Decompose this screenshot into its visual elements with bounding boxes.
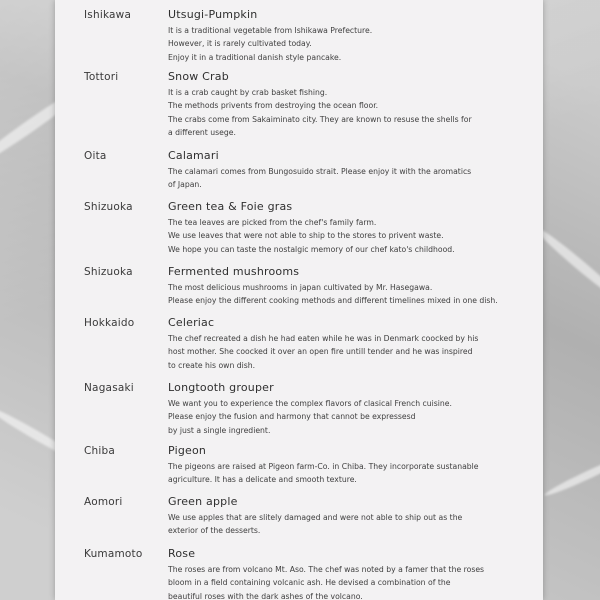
description-line: Enjoy it in a traditional danish style pancake. — [168, 52, 342, 62]
description-line: by just a single ingredient. — [168, 425, 271, 435]
description-line: It is a crab caught by crab basket fishing. — [168, 88, 328, 97]
description-line: The crabs come from Sakaiminato city. They are known to resuse the shells for — [168, 114, 472, 124]
region-label: Oita — [84, 150, 107, 162]
description-line: The tea leaves are picked from the chef's family farm. — [168, 218, 377, 227]
dish-name: Green tea & Foie gras — [168, 200, 293, 213]
dish-name: Calamari — [168, 149, 219, 162]
dish-name: Rose — [168, 547, 196, 560]
description-line: We use apples that are slitely damaged and were not able to ship out as the — [168, 513, 463, 522]
dish-name: Pigeon — [168, 444, 207, 457]
description-line: However, it is rarely cultivated today. — [168, 39, 312, 49]
description-line: The most delicious mushrooms in japan cultivated by Mr. Hasegawa. — [168, 283, 433, 292]
description-line: Please enjoy the different cooking methods and different timelines mixed in one dish. — [168, 296, 498, 306]
description-line: The chef recreated a dish he had eaten while he was in Denmark coocked by his — [168, 334, 479, 343]
dish-description — [168, 216, 538, 256]
dish-description — [168, 281, 538, 308]
region-label: Shizuoka — [84, 266, 133, 278]
description-line: The roses are from volcano Mt. Aso. The chef was noted by a famer that the roses — [168, 565, 485, 574]
description-line: Please enjoy the fusion and harmony that cannot be expressesd — [168, 412, 416, 422]
menu-card — [55, 0, 543, 600]
description-line: We want you to experience the complex flavors of clasical French cuisine. — [168, 399, 452, 408]
dish-name: Celeriac — [168, 316, 215, 329]
dish-description — [168, 24, 538, 64]
description-line: of Japan. — [168, 180, 202, 190]
description-line: exterior of the desserts. — [168, 526, 261, 536]
region-label: Nagasaki — [84, 382, 134, 394]
dish-description — [168, 86, 538, 139]
region-label: Chiba — [84, 445, 116, 457]
dish-description — [168, 332, 538, 372]
dish-description — [168, 563, 538, 600]
description-line: agriculture. It has a delicate and smooth texture. — [168, 475, 357, 485]
region-label: Kumamoto — [84, 548, 143, 560]
region-label: Shizuoka — [84, 201, 133, 213]
description-line: We use leaves that were not able to ship to the stores to privent waste. — [168, 231, 444, 241]
description-line: to create his own dish. — [168, 360, 256, 370]
dish-description — [168, 165, 538, 192]
dish-name: Green apple — [168, 495, 238, 508]
region-label: Ishikawa — [84, 9, 132, 21]
region-label: Aomori — [84, 496, 123, 508]
dish-name: Longtooth grouper — [168, 381, 274, 394]
description-line: a different usege. — [168, 127, 236, 137]
description-line: beautiful roses with the dark ashes of the volcano. — [168, 591, 363, 600]
dish-name: Utsugi-Pumpkin — [168, 8, 258, 21]
dish-name: Snow Crab — [168, 70, 229, 83]
dish-description — [168, 460, 538, 487]
description-line: host mother. She coocked it over an open fire untill tender and he was inspired — [168, 347, 473, 357]
region-label: Hokkaido — [84, 317, 135, 329]
dish-name: Fermented mushrooms — [168, 265, 300, 278]
marble-vein — [543, 449, 600, 499]
description-line: It is a traditional vegetable from Ishikawa Prefecture. — [168, 26, 373, 35]
description-line: The methods privents from destroying the ocean floor. — [168, 101, 379, 111]
description-line: The calamari comes from Bungosuido strait. Please enjoy it with the aromatics — [168, 167, 472, 176]
description-line: bloom in a field containing volcanic ash. He devised a combination of the — [168, 578, 451, 588]
description-line: We hope you can taste the nostalgic memory of our chef kato's childhood. — [168, 244, 455, 254]
description-line: The pigeons are raised at Pigeon farm-Co. in Chiba. They incorporate sustanable — [168, 462, 479, 471]
dish-description — [168, 511, 538, 538]
region-label: Tottori — [84, 71, 119, 83]
dish-description — [168, 397, 538, 437]
